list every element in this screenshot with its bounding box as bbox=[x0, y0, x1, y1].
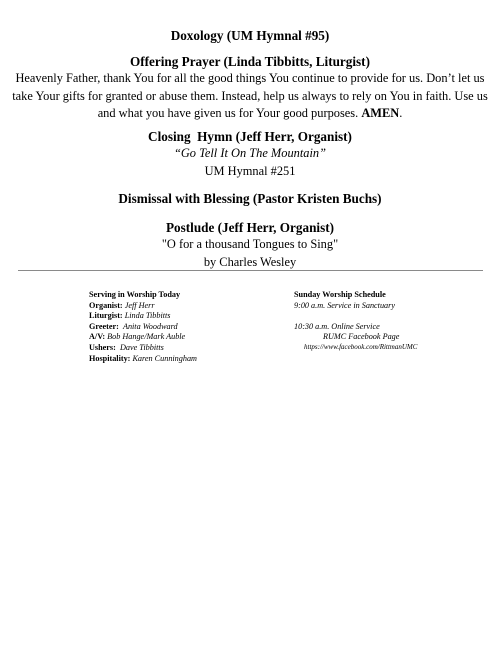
serving-row-hospitality bbox=[89, 354, 279, 365]
role-label: Greeter: bbox=[89, 321, 119, 331]
role-label: Organist: bbox=[89, 300, 123, 310]
section-divider bbox=[18, 270, 483, 271]
postlude-composer: by Charles Wesley bbox=[203, 254, 297, 269]
postlude-piece: "O for a thousand Tongues to Sing" bbox=[161, 237, 339, 251]
closing-hymn-section bbox=[0, 128, 500, 180]
closing-hymn-heading: Closing Hymn (Jeff Herr, Organist) bbox=[148, 129, 352, 144]
offering-prayer-heading: Offering Prayer (Linda Tibbitts, Liturgist) bbox=[130, 54, 370, 69]
serving-row-ushers bbox=[89, 343, 279, 354]
dismissal-section bbox=[0, 190, 500, 207]
role-name: Anita Woodward bbox=[122, 321, 178, 331]
serving-row-liturgist bbox=[89, 311, 279, 322]
role-label: Ushers: bbox=[89, 342, 116, 352]
role-name: Linda Tibbitts bbox=[124, 311, 171, 321]
role-label: Hospitality: bbox=[89, 353, 131, 363]
amen-period: . bbox=[399, 106, 403, 120]
role-name: Bob Hange/Mark Auble bbox=[107, 332, 186, 342]
role-label: Liturgist: bbox=[89, 311, 123, 321]
serving-in-worship bbox=[89, 290, 279, 364]
doxology-section bbox=[0, 27, 500, 44]
postlude-heading: Postlude (Jeff Herr, Organist) bbox=[166, 220, 334, 235]
facebook-link[interactable]: https://www.facebook.com/RittmanUMC bbox=[304, 342, 418, 351]
offering-prayer-section bbox=[0, 53, 500, 123]
schedule-service-2: 10:30 a.m. Online Service bbox=[294, 321, 380, 331]
closing-hymn-title: “Go Tell It On The Mountain” bbox=[173, 146, 327, 160]
serving-row-av bbox=[89, 332, 279, 343]
worship-schedule bbox=[294, 290, 494, 352]
role-name: Karen Cunningham bbox=[132, 353, 197, 363]
offering-prayer-text bbox=[10, 70, 490, 123]
doxology-heading: Doxology (UM Hymnal #95) bbox=[170, 28, 330, 43]
closing-hymn-number: UM Hymnal #251 bbox=[204, 163, 296, 178]
schedule-heading: Sunday Worship Schedule bbox=[294, 290, 386, 299]
prayer-body: Heavenly Father, thank You for all the good things You continue to provide for us. Don’t let us take Your gifts for granted or abuse them. Instead, help us always to rely on You in faith. Use us and what you have given us for Your good purposes. bbox=[12, 71, 488, 120]
role-name: Dave Tibbitts bbox=[119, 342, 164, 352]
serving-row-greeter bbox=[89, 322, 279, 333]
serving-heading: Serving in Worship Today bbox=[89, 290, 181, 299]
amen-text: AMEN bbox=[361, 106, 400, 120]
schedule-service-1: 9:00 a.m. Service in Sanctuary bbox=[294, 300, 395, 310]
role-label: A/V: bbox=[89, 332, 106, 342]
serving-row-organist bbox=[89, 301, 279, 312]
facebook-page-label: RUMC Facebook Page bbox=[323, 332, 400, 342]
role-name: Jeff Herr bbox=[124, 300, 155, 310]
postlude-section bbox=[0, 219, 500, 271]
dismissal-heading: Dismissal with Blessing (Pastor Kristen Buchs) bbox=[118, 191, 382, 206]
